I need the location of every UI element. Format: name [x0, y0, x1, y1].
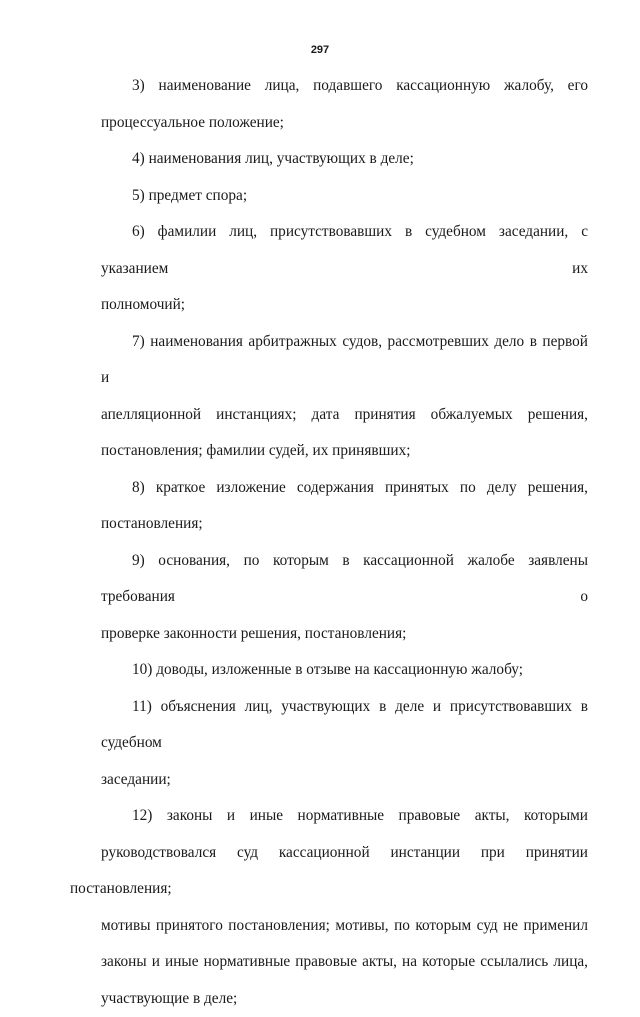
list-item-7: [70, 324, 588, 470]
text-line: постановления; фамилии судей, их принявших;: [70, 433, 588, 470]
text-line: 10) доводы, изложенные в отзыве на кассационную жалобу;: [70, 652, 588, 689]
text-line: апелляционной инстанциях; дата принятия обжалуемых решения,: [70, 397, 588, 434]
list-item-11: [70, 689, 588, 799]
document-body: [70, 68, 588, 1017]
text-line: постановления;: [70, 506, 588, 543]
list-item-12: [70, 798, 588, 1017]
text-line: 8) краткое изложение содержания принятых по делу решения,: [70, 470, 588, 507]
text-line: руководствовался суд кассационной инстанции при принятии постановления;: [70, 835, 588, 908]
text-line: полномочий;: [70, 287, 588, 324]
text-line: 6) фамилии лиц, присутствовавших в судебном заседании, с указанием их: [70, 214, 588, 287]
text-line: 4) наименования лиц, участвующих в деле;: [70, 141, 588, 178]
text-line: участвующие в деле;: [70, 981, 588, 1017]
text-line: 9) основания, по которым в кассационной жалобе заявлены требования о: [70, 543, 588, 616]
text-line: процессуальное положение;: [70, 105, 588, 142]
text-line: мотивы принятого постановления; мотивы, по которым суд не применил: [70, 908, 588, 945]
list-item-4: [70, 141, 588, 178]
text-line: 7) наименования арбитражных судов, рассмотревших дело в первой и: [70, 324, 588, 397]
list-item-5: [70, 178, 588, 215]
list-item-6: [70, 214, 588, 324]
list-item-3: [70, 68, 588, 141]
text-line: 3) наименование лица, подавшего кассационную жалобу, его: [70, 68, 588, 105]
text-line: 5) предмет спора;: [70, 178, 588, 215]
list-item-9: [70, 543, 588, 653]
text-line: 11) объяснения лиц, участвующих в деле и присутствовавших в судебном: [70, 689, 588, 762]
list-item-8: [70, 470, 588, 543]
list-item-10: [70, 652, 588, 689]
page-number: 297: [0, 44, 640, 56]
text-line: 12) законы и иные нормативные правовые акты, которыми: [70, 798, 588, 835]
text-line: проверке законности решения, постановления;: [70, 616, 588, 653]
text-line: законы и иные нормативные правовые акты, на которые ссылались лица,: [70, 944, 588, 981]
text-line: заседании;: [70, 762, 588, 799]
